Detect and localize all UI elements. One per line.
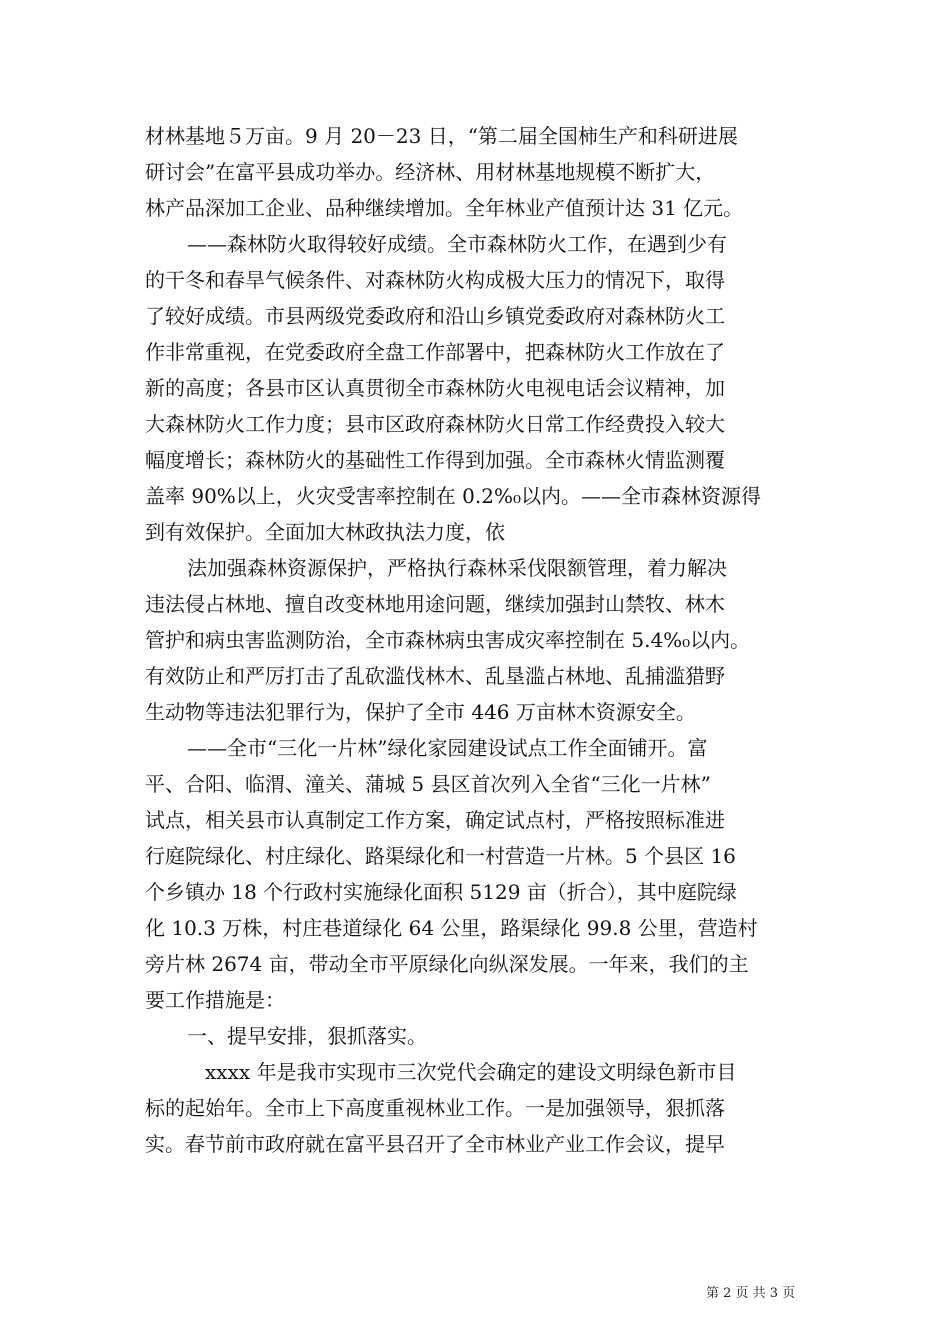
text-line: 平、合阳、临渭、潼关、蒲城 5 县区首次列入全省“三化一片林” [145,772,711,796]
text-line: 到有效保护。全面加大林政执法力度，依 [145,520,505,544]
text-line: 大森林防火工作力度；县市区政府森林防火日常工作经费投入较大 [145,412,725,436]
text-line: 管护和病虫害监测防治，全市森林病虫害成灾率控制在 5.4%₀以内。 [145,628,751,652]
text-line: 违法侵占林地、擅自改变林地用途问题，继续加强封山禁牧、林木 [145,592,725,616]
text-line: 法加强森林资源保护，严格执行森林采伐限额管理，着力解决 [187,556,727,580]
document-body [145,118,810,1162]
text-line: 要工作措施是： [145,988,285,1012]
text-line: 行庭院绿化、村庄绿化、路渠绿化和一村营造一片林。5 个县区 16 [145,844,736,868]
section-heading: 一、提早安排，狠抓落实。 [187,1024,427,1048]
text-line: 研讨会”在富平县成功举办。经济林、用材林基地规模不断扩大， [145,160,716,184]
text-line: 幅度增长；森林防火的基础性工作得到加强。全市森林火情监测覆 [145,448,725,472]
text-line: 作非常重视，在党委政府全盘工作部署中，把森林防火工作放在了 [145,340,725,364]
text-line: 试点，相关县市认真制定工作方案，确定试点村，严格按照标准进 [145,808,725,832]
text-line: 材林基地５万亩。9 月 20－23 日，“第二届全国柿生产和科研进展 [145,124,738,148]
text-line: 的干冬和春旱气候条件、对森林防火构成极大压力的情况下，取得 [145,268,725,292]
text-line: ——全市“三化一片林”绿化家园建设试点工作全面铺开。富 [187,736,708,760]
text-line: 生动物等违法犯罪行为，保护了全市 446 万亩林木资源安全。 [145,700,696,724]
text-line: 新的高度；各县市区认真贯彻全市森林防火电视电话会议精神，加 [145,376,725,400]
text-line: 化 10.3 万株，村庄巷道绿化 64 公里，路渠绿化 99.8 公里，营造村 [145,916,758,940]
text-line: 标的起始年。全市上下高度重视林业工作。一是加强领导，狠抓落 [145,1096,725,1120]
text-line: 实。春节前市政府就在富平县召开了全市林业产业工作会议，提早 [145,1132,725,1156]
text-line: 盖率 90%以上，火灾受害率控制在 0.2%₀以内。——全市森林资源得 [145,484,761,508]
page-number: 第 2 页 共 3 页 [706,1286,796,1301]
text-line: 有效防止和严厉打击了乱砍滥伐林木、乱垦滥占林地、乱捕滥猎野 [145,664,725,688]
text-line: 个乡镇办 18 个行政村实施绿化面积 5129 亩（折合），其中庭院绿 [145,880,737,904]
text-line: 林产品深加工企业、品种继续增加。全年林业产值预计达 31 亿元。 [145,196,744,220]
text-line: 了较好成绩。市县两级党委政府和沿山乡镇党委政府对森林防火工 [145,304,725,328]
text-line: xxxx 年是我市实现市三次党代会确定的建设文明绿色新市目 [205,1060,737,1084]
text-line: 旁片林 2674 亩，带动全市平原绿化向纵深发展。一年来，我们的主 [145,952,749,976]
text-line: ——森林防火取得较好成绩。全市森林防火工作，在遇到少有 [187,232,727,256]
